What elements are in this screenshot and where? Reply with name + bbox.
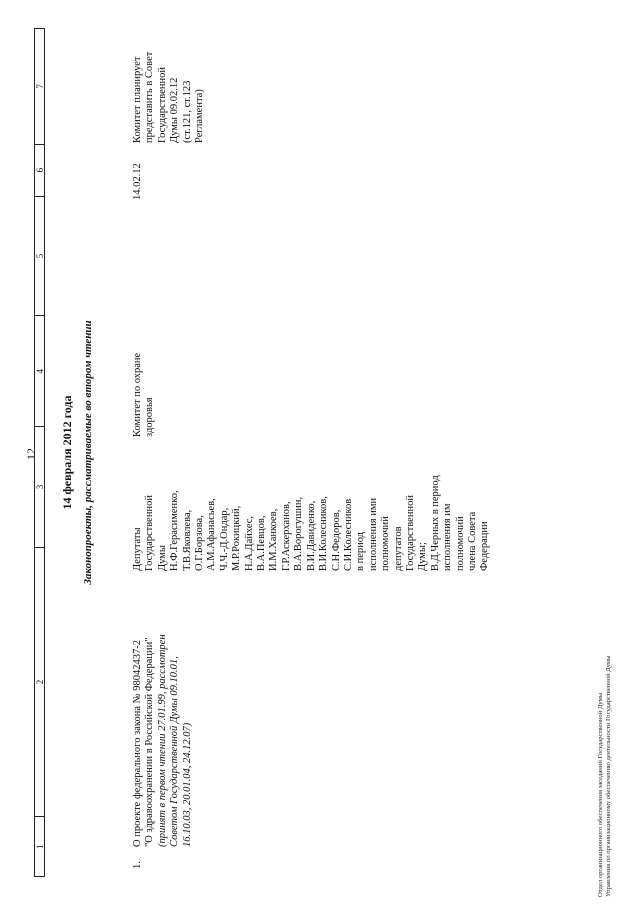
section-heading: Законопроекты, рассматриваемые во втором чтении [82,320,94,585]
bill-authors: Депутаты Государственной Думы Н.Ф.Герасименко, Т.В.Яковлева, О.Г.Борзова, А.М.Афанасьев, Ч.Ч.-Д.Ондар, М.Р.Рокицкий, Н.А.Дайхес, В.А.Певцов, И.М.Ханкоев, Г.Р.Аскерханов, В.А.Ворогушин, В.И.Давиденко, В.И.Колесников, С.Н.Федоров, С.И.Колесников в период исполнения ими полномочий депутатов Государственной Думы; В.Д.Черных в период исполнения им полномочий члена Совета Федерации [132,475,491,571]
footer-line-department: Отдел организационного обеспечения заседаний Государственной Думы [597,692,604,897]
responsible-committee: Комитет по охране здоровья [132,352,156,437]
column-number-3: 3 [35,426,44,547]
column-number-4: 4 [35,315,44,426]
column-number-5: 5 [35,196,44,316]
bill-title: О проекте федерального закона № 98042437-2 "О здравоохранении в Российской Федерации" [132,637,156,847]
column-number-6: 6 [35,144,44,196]
footer-line-directorate: Управления по организационному обеспечению деятельности Государственной Думы [605,655,612,897]
bill-history: (принят в первом чтении 27.01.99, рассмотрен Советом Государственной Думы 09.10.01, 16.10.03, 20.01.04, 24.12.07) [157,634,193,847]
page-footer [597,655,613,897]
column-number-7: 7 [35,84,45,89]
page-number: 12 [24,448,38,460]
row-number: 1. [132,861,143,869]
committee-note: Комитет планирует представить в Совет Государственной Думы 09.02.12 (ст.121, ст.123 Регламента) [132,51,206,143]
consideration-date: 14.02.12 [132,163,143,200]
column-number-2: 2 [35,547,44,816]
column-number-header [34,28,45,877]
column-number-1: 1 [35,816,44,876]
date-heading: 14 февраля 2012 года [60,395,74,510]
